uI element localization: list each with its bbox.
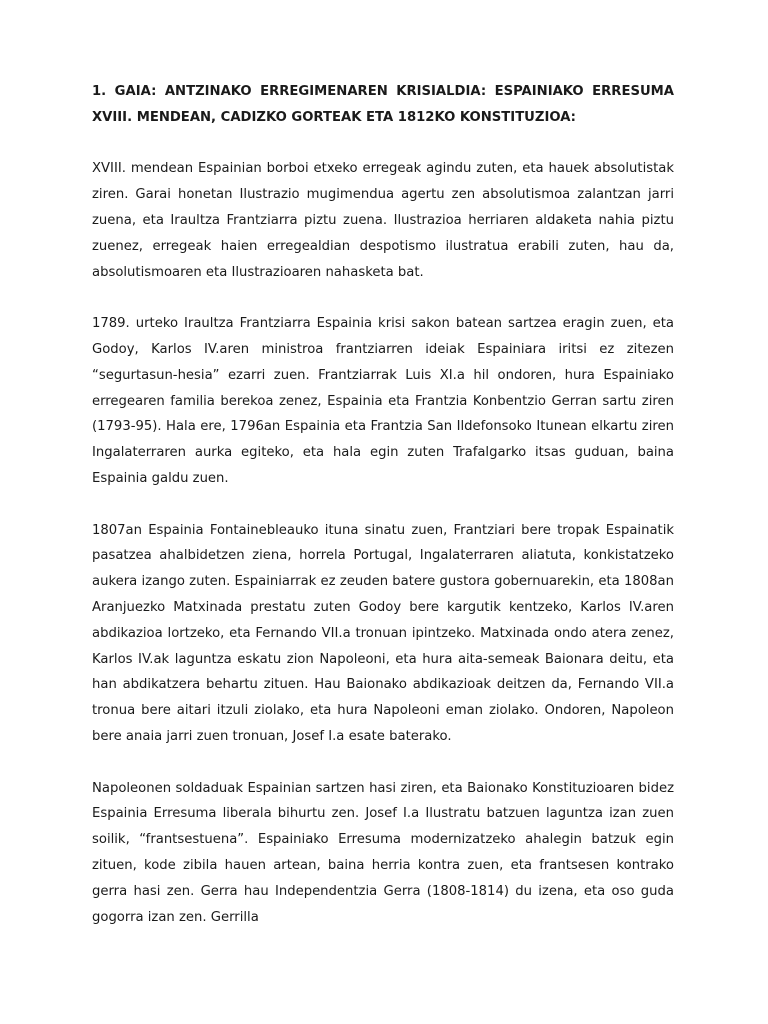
- paragraph-3: 1807an Espainia Fontainebleauko ituna sinatu zuen, Frantziari bere tropak Espainatik pasatzea ahalbidetzen ziena, horrela Portugal, Ingalaterraren aliatuta, konkistatzeko aukera izango zuten. Espainiarrak ez zeuden batere gustora gobernuarekin, eta 1808an Aranjuezko Matxinada prestatu zuten Godoy bere kargutik kentzeko, Karlos IV.aren abdikazioa lortzeko, eta Fernando VII.a tronuan ipintzeko. Matxinada ondo atera zenez, Karlos IV.ak laguntza eskatu zion Napoleoni, eta hura aita-semeak Baionara deitu, eta han abdikatzera behartu zituen. Hau Baionako abdikazioak deitzen da, Fernando VII.a tronua bere aitari itzuli ziolako, eta hura Napoleoni eman ziolako. Ondoren, Napoleon bere anaia jarri zuen tronuan, Josef I.a esate baterako.: [92, 522, 674, 744]
- paragraph-4: Napoleonen soldaduak Espainian sartzen hasi ziren, eta Baionako Konstituzioaren bidez Espainia Erresuma liberala bihurtu zen. Josef I.a Ilustratu batzuen laguntza izan zuen soilik, “frantsestuena”. Espainiako Erresuma modernizatzeko ahalegin batzuk egin zituen, kode zibila hauen artean, baina herria kontra zuen, eta frantsesen kontrako gerra hasi zen. Gerra hau Independentzia Gerra (1808-1814) du izena, eta oso guda gogorra izan zen. Gerrilla: [92, 780, 674, 925]
- document-page: [92, 79, 674, 930]
- paragraph-2: 1789. urteko Iraultza Frantziarra Espainia krisi sakon batean sartzea eragin zuen, eta Godoy, Karlos IV.aren ministroa frantziarren ideiak Espainiara iritsi ez zitezen “segurtasun-hesia” ezarri zuen. Frantziarrak Luis XI.a hil ondoren, hura Espainiako erregearen familia berekoa zenez, Espainia eta Frantzia Konbentzio Gerran sartu ziren (1793-95). Hala ere, 1796an Espainia eta Frantzia San Ildefonsoko Itunean elkartu ziren Ingalaterraren aurka egiteko, eta hala egin zuten Trafalgarko itsas guduan, baina Espainia galdu zuen.: [92, 316, 674, 486]
- paragraph-1: XVIII. mendean Espainian borboi etxeko erregeak agindu zuten, eta hauek absolutistak ziren. Garai honetan Ilustrazio mugimendua agertu zen absolutismoa zalantzan jarri zuena, eta Iraultza Frantziarra piztu zuena. Ilustrazioa herriaren aldaketa nahia piztu zuenez, erregeak haien erregealdian despotismo ilustratua erabili zuten, hau da, absolutismoaren eta Ilustrazioaren nahasketa bat.: [92, 161, 674, 280]
- document-title: 1. GAIA: ANTZINAKO ERREGIMENAREN KRISIALDIA: ESPAINIAKO ERRESUMA XVIII. MENDEAN, CADIZKO GORTEAK ETA 1812KO KONSTITUZIOA:: [92, 84, 674, 125]
